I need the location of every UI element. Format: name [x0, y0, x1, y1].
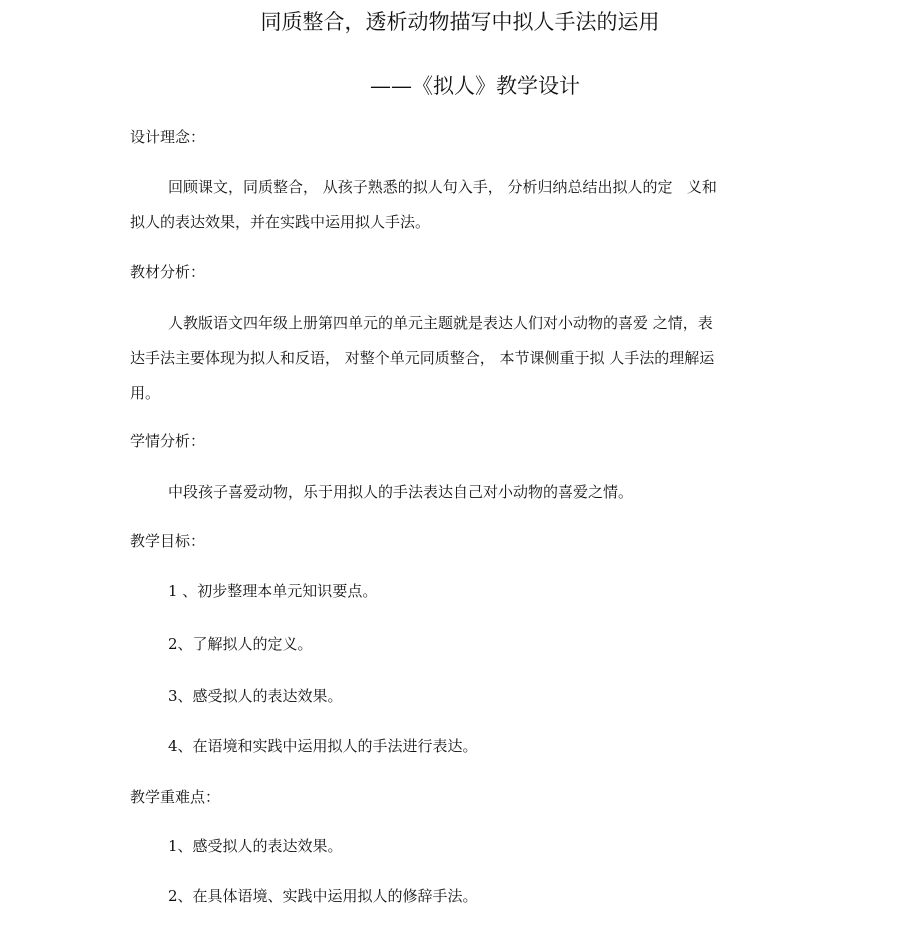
paragraph-line: 用。: [130, 384, 161, 402]
paragraph-line: 达手法主要体现为拟人和反语， 对整个单元同质整合， 本节课侧重于拟 人手法的理解运: [130, 349, 715, 367]
section-heading: 教学目标：: [130, 532, 206, 550]
paragraph-line: 回顾课文，同质整合， 从孩子熟悉的拟人句入手， 分析归纳总结出拟人的定 义和: [168, 178, 717, 196]
section-heading: 设计理念：: [130, 128, 206, 146]
section-heading: 教学重难点：: [130, 788, 221, 806]
list-item: 3、感受拟人的表达效果。: [168, 687, 343, 705]
list-item: 4、在语境和实践中运用拟人的手法进行表达。: [168, 737, 478, 755]
section-heading: 学情分析：: [130, 432, 206, 450]
list-item: 2、在具体语境、实践中运用拟人的修辞手法。: [168, 887, 478, 905]
list-item: 1、感受拟人的表达效果。: [168, 837, 343, 855]
document-subtitle: ——《拟人》教学设计: [370, 74, 580, 98]
paragraph-line: 拟人的表达效果，并在实践中运用拟人手法。: [130, 213, 431, 231]
paragraph-line: 人教版语文四年级上册第四单元的单元主题就是表达人们对小动物的喜爱 之情，表: [168, 314, 713, 332]
paragraph-line: 中段孩子喜爱动物，乐于用拟人的手法表达自己对小动物的喜爱之情。: [168, 483, 634, 501]
list-item: 2、了解拟人的定义。: [168, 635, 313, 653]
document-title: 同质整合，透析动物描写中拟人手法的运用: [260, 10, 660, 34]
section-heading: 教材分析：: [130, 263, 206, 281]
list-item: 1 、初步整理本单元知识要点。: [168, 582, 378, 600]
